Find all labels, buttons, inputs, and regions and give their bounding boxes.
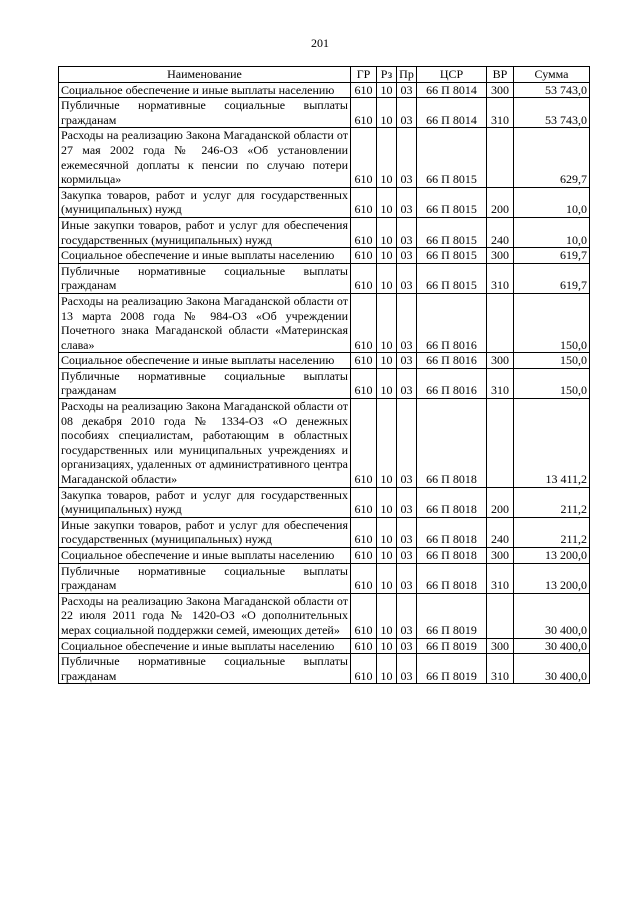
cell-vr: 300 [487, 248, 514, 264]
cell-pr: 03 [397, 368, 417, 398]
cell-name: Социальное обеспечение и иные выплаты населению [59, 82, 351, 98]
cell-pr: 03 [397, 638, 417, 654]
cell-vr: 310 [487, 263, 514, 293]
cell-csr: 66 П 8014 [417, 82, 487, 98]
cell-rz: 10 [377, 353, 397, 369]
cell-sum: 211,2 [514, 487, 590, 517]
cell-vr [487, 399, 514, 488]
cell-name: Иные закупки товаров, работ и услуг для обеспечения государственных (муниципальных) нужд [59, 217, 351, 247]
cell-gr: 610 [351, 638, 377, 654]
cell-name: Публичные нормативные социальные выплаты гражданам [59, 98, 351, 128]
cell-name: Публичные нормативные социальные выплаты гражданам [59, 263, 351, 293]
cell-sum: 53 743,0 [514, 98, 590, 128]
table-row [59, 487, 590, 517]
cell-gr: 610 [351, 263, 377, 293]
cell-rz: 10 [377, 593, 397, 638]
cell-rz: 10 [377, 638, 397, 654]
cell-name: Социальное обеспечение и иные выплаты населению [59, 638, 351, 654]
cell-csr: 66 П 8019 [417, 638, 487, 654]
table-row [59, 128, 590, 187]
cell-gr: 610 [351, 187, 377, 217]
cell-vr: 310 [487, 654, 514, 684]
table-row [59, 548, 590, 564]
table-row [59, 654, 590, 684]
cell-vr [487, 293, 514, 352]
table-row [59, 98, 590, 128]
cell-rz: 10 [377, 654, 397, 684]
table-row [59, 563, 590, 593]
cell-pr: 03 [397, 487, 417, 517]
cell-csr: 66 П 8015 [417, 128, 487, 187]
cell-gr: 610 [351, 98, 377, 128]
table-row [59, 593, 590, 638]
cell-name: Иные закупки товаров, работ и услуг для обеспечения государственных (муниципальных) нужд [59, 517, 351, 547]
header-name: Наименование [59, 67, 351, 83]
cell-vr: 240 [487, 517, 514, 547]
cell-sum: 619,7 [514, 263, 590, 293]
budget-table [58, 66, 590, 684]
cell-csr: 66 П 8014 [417, 98, 487, 128]
cell-sum: 30 400,0 [514, 593, 590, 638]
cell-sum: 150,0 [514, 368, 590, 398]
cell-pr: 03 [397, 187, 417, 217]
cell-sum: 629,7 [514, 128, 590, 187]
cell-rz: 10 [377, 487, 397, 517]
header-gr: ГР [351, 67, 377, 83]
cell-name: Расходы на реализацию Закона Магаданской области от 13 марта 2008 года № 984-ОЗ «Об учреждении Почетного знака Магаданской области «Материнская слава» [59, 293, 351, 352]
cell-vr [487, 128, 514, 187]
cell-vr: 300 [487, 638, 514, 654]
cell-gr: 610 [351, 487, 377, 517]
cell-vr: 310 [487, 98, 514, 128]
cell-csr: 66 П 8018 [417, 563, 487, 593]
cell-pr: 03 [397, 548, 417, 564]
cell-name: Социальное обеспечение и иные выплаты населению [59, 353, 351, 369]
cell-gr: 610 [351, 353, 377, 369]
cell-pr: 03 [397, 263, 417, 293]
cell-csr: 66 П 8019 [417, 593, 487, 638]
cell-vr: 200 [487, 187, 514, 217]
header-pr: Пр [397, 67, 417, 83]
cell-gr: 610 [351, 293, 377, 352]
cell-vr: 300 [487, 353, 514, 369]
cell-rz: 10 [377, 82, 397, 98]
cell-name: Закупка товаров, работ и услуг для государственных (муниципальных) нужд [59, 487, 351, 517]
cell-rz: 10 [377, 399, 397, 488]
cell-sum: 53 743,0 [514, 82, 590, 98]
cell-rz: 10 [377, 293, 397, 352]
cell-name: Расходы на реализацию Закона Магаданской области от 22 июля 2011 года № 1420-ОЗ «О дополнительных мерах социальной поддержки семей, имеющих детей» [59, 593, 351, 638]
table-header-row [59, 67, 590, 83]
header-vr: ВР [487, 67, 514, 83]
cell-vr: 240 [487, 217, 514, 247]
header-sum: Сумма [514, 67, 590, 83]
cell-csr: 66 П 8015 [417, 187, 487, 217]
cell-csr: 66 П 8019 [417, 654, 487, 684]
cell-sum: 211,2 [514, 517, 590, 547]
cell-pr: 03 [397, 563, 417, 593]
cell-pr: 03 [397, 517, 417, 547]
header-csr: ЦСР [417, 67, 487, 83]
cell-name: Публичные нормативные социальные выплаты гражданам [59, 654, 351, 684]
cell-gr: 610 [351, 399, 377, 488]
page-number: 201 [311, 36, 329, 50]
cell-gr: 610 [351, 248, 377, 264]
cell-csr: 66 П 8018 [417, 487, 487, 517]
cell-rz: 10 [377, 187, 397, 217]
cell-sum: 13 200,0 [514, 563, 590, 593]
cell-pr: 03 [397, 217, 417, 247]
cell-name: Публичные нормативные социальные выплаты гражданам [59, 368, 351, 398]
cell-sum: 13 200,0 [514, 548, 590, 564]
cell-csr: 66 П 8016 [417, 353, 487, 369]
cell-gr: 610 [351, 654, 377, 684]
cell-sum: 150,0 [514, 353, 590, 369]
table-body [59, 82, 590, 684]
cell-name: Закупка товаров, работ и услуг для государственных (муниципальных) нужд [59, 187, 351, 217]
cell-name: Расходы на реализацию Закона Магаданской области от 08 декабря 2010 года № 1334-ОЗ «О денежных пособиях специалистам, работающим в областных государственных или муниципальных учреждениях и организациях, удаленных от административного центра Магаданской области» [59, 399, 351, 488]
cell-csr: 66 П 8018 [417, 399, 487, 488]
table-row [59, 187, 590, 217]
cell-csr: 66 П 8016 [417, 293, 487, 352]
cell-csr: 66 П 8018 [417, 548, 487, 564]
cell-gr: 610 [351, 563, 377, 593]
cell-sum: 10,0 [514, 217, 590, 247]
cell-sum: 13 411,2 [514, 399, 590, 488]
cell-sum: 30 400,0 [514, 654, 590, 684]
cell-vr: 200 [487, 487, 514, 517]
cell-rz: 10 [377, 563, 397, 593]
cell-sum: 10,0 [514, 187, 590, 217]
cell-vr [487, 593, 514, 638]
cell-pr: 03 [397, 128, 417, 187]
cell-sum: 619,7 [514, 248, 590, 264]
cell-pr: 03 [397, 248, 417, 264]
cell-csr: 66 П 8015 [417, 263, 487, 293]
table-row [59, 293, 590, 352]
cell-rz: 10 [377, 217, 397, 247]
cell-gr: 610 [351, 548, 377, 564]
cell-gr: 610 [351, 217, 377, 247]
cell-sum: 150,0 [514, 293, 590, 352]
cell-vr: 310 [487, 563, 514, 593]
cell-pr: 03 [397, 353, 417, 369]
cell-csr: 66 П 8015 [417, 248, 487, 264]
cell-vr: 300 [487, 82, 514, 98]
cell-name: Социальное обеспечение и иные выплаты населению [59, 248, 351, 264]
cell-gr: 610 [351, 593, 377, 638]
cell-csr: 66 П 8015 [417, 217, 487, 247]
cell-rz: 10 [377, 517, 397, 547]
cell-rz: 10 [377, 128, 397, 187]
cell-name: Социальное обеспечение и иные выплаты населению [59, 548, 351, 564]
table-row [59, 638, 590, 654]
table-row [59, 217, 590, 247]
table-row [59, 248, 590, 264]
cell-pr: 03 [397, 593, 417, 638]
cell-name: Публичные нормативные социальные выплаты гражданам [59, 563, 351, 593]
header-rz: Рз [377, 67, 397, 83]
table-row [59, 353, 590, 369]
cell-name: Расходы на реализацию Закона Магаданской области от 27 мая 2002 года № 246-ОЗ «Об установлении ежемесячной доплаты к пенсии по случаю потери кормильца» [59, 128, 351, 187]
table-row [59, 368, 590, 398]
cell-sum: 30 400,0 [514, 638, 590, 654]
cell-pr: 03 [397, 293, 417, 352]
table-row [59, 517, 590, 547]
cell-rz: 10 [377, 98, 397, 128]
cell-gr: 610 [351, 517, 377, 547]
cell-rz: 10 [377, 248, 397, 264]
table-row [59, 82, 590, 98]
cell-vr: 300 [487, 548, 514, 564]
cell-rz: 10 [377, 548, 397, 564]
cell-pr: 03 [397, 654, 417, 684]
cell-vr: 310 [487, 368, 514, 398]
table-row [59, 399, 590, 488]
cell-rz: 10 [377, 368, 397, 398]
cell-gr: 610 [351, 368, 377, 398]
cell-pr: 03 [397, 98, 417, 128]
cell-gr: 610 [351, 82, 377, 98]
cell-csr: 66 П 8016 [417, 368, 487, 398]
cell-pr: 03 [397, 399, 417, 488]
cell-rz: 10 [377, 263, 397, 293]
table-row [59, 263, 590, 293]
cell-pr: 03 [397, 82, 417, 98]
cell-gr: 610 [351, 128, 377, 187]
cell-csr: 66 П 8018 [417, 517, 487, 547]
